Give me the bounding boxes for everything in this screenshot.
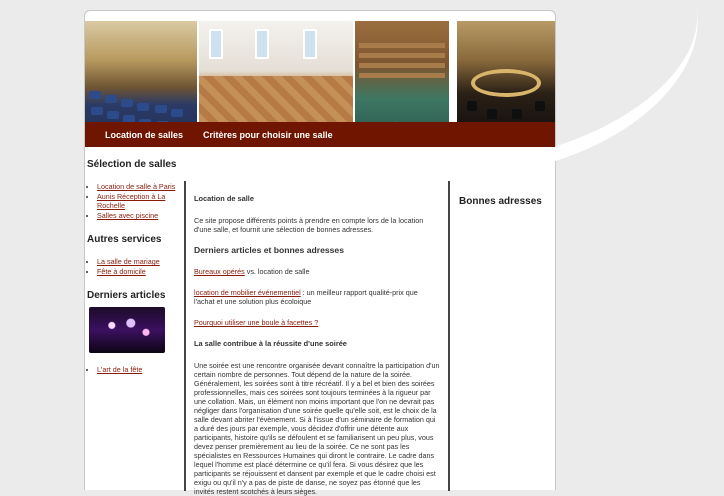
article-entry bbox=[194, 288, 440, 306]
right-sidebar-title: Bonnes adresses bbox=[459, 196, 542, 207]
article-link-boule-facettes[interactable]: Pourquoi utiliser une boule à facettes ? bbox=[194, 318, 319, 327]
right-sidebar bbox=[459, 196, 553, 207]
list-item bbox=[97, 267, 182, 276]
page-container bbox=[84, 10, 556, 496]
nav-link-location-de-salles[interactable]: Location de salles bbox=[105, 129, 184, 140]
sidebar-list-selection bbox=[87, 182, 182, 220]
banner-photo-theater bbox=[355, 21, 449, 132]
sidebar-link-mariage[interactable]: La salle de mariage bbox=[97, 257, 160, 266]
left-sidebar bbox=[87, 159, 182, 388]
sidebar-link-fete-domicile[interactable]: Fête à domicile bbox=[97, 267, 146, 276]
content-intro: Ce site propose différents points à prendre en compte lors de la location d'une salle, et fournit une sélection de bonnes adresses. bbox=[194, 216, 424, 234]
sidebar-list-articles bbox=[87, 365, 182, 374]
sidebar-link-paris[interactable]: Location de salle à Paris bbox=[97, 182, 176, 191]
article-link-mobilier[interactable]: location de mobilier événementiel bbox=[194, 288, 301, 297]
article-link-bureaux-operes[interactable]: Bureaux opérés bbox=[194, 267, 245, 276]
main-navigation bbox=[85, 122, 555, 147]
article-entry bbox=[194, 318, 440, 327]
sidebar-link-piscine[interactable]: Salles avec piscine bbox=[97, 211, 159, 220]
article-thumbnail-image[interactable] bbox=[89, 307, 165, 353]
sidebar-section-title-selection: Sélection de salles bbox=[87, 159, 177, 170]
banner-photo-auditorium bbox=[85, 21, 197, 132]
sidebar-list-services bbox=[87, 257, 182, 276]
sidebar-link-art-de-la-fete[interactable]: L'art de la fête bbox=[97, 365, 143, 374]
content-subheading: La salle contribue à la réussite d'une soirée bbox=[194, 339, 347, 348]
list-item bbox=[97, 192, 182, 210]
list-item bbox=[97, 257, 182, 266]
sidebar-link-la-rochelle[interactable]: Aunis Réception à La Rochelle bbox=[97, 192, 166, 210]
article-link-suffix: : un meilleur rapport qualité-prix que l'achat et une solution plus écoloique bbox=[194, 288, 418, 306]
banner-photo-ballroom bbox=[199, 21, 353, 132]
main-content bbox=[184, 181, 450, 496]
list-item bbox=[97, 211, 182, 220]
list-item bbox=[97, 365, 182, 374]
article-link-suffix: vs. location de salle bbox=[244, 267, 310, 276]
articles-section-title: Derniers articles et bonnes adresses bbox=[194, 245, 344, 255]
content-body: Une soirée est une rencontre organisée devant connaître la participation d'un certain nombre de personnes. Tout dépend de la nature de la soirée. Généralement, les soirées sont à titre récréatif. Il y a bel et bien des soirées professionnelles, mais ces soirées sont toujours terminées à la rigueur par une collation. Mais, un élément non moins important que l'on ne devrait pas négliger dans l'organisation d'une soirée quelle qu'elle soit, est le choix de la salle devant abriter l'évènement. Si à l'issue d'un séminaire de formation qui a duré des jours par exemple, vous décidez d'offrir une détente aux participants, histoire qu'ils se défoulent et se familiarisent un peu plus, vous devez penser premièrement au lieu de la soirée. Ce ne sont pas les spécialistes en Ressources Humaines qui diront le contraire. Le cadre dans lequel l'homme est placé détermine ce qu'il fera. Si vous désirez que les participants se réjouissent et dansent par exemple et que le cadre choisi est exigu ou qu'il n'y a pas de piste de danse, ne soyez pas étonné que les invités restent scotchés à leurs sièges. bbox=[194, 361, 440, 496]
sidebar-section-title-services: Autres services bbox=[87, 234, 162, 245]
banner-photo-conference-room bbox=[457, 21, 555, 132]
nav-link-criteres[interactable]: Critères pour choisir une salle bbox=[203, 129, 333, 140]
sidebar-section-title-articles: Derniers articles bbox=[87, 290, 166, 301]
header-banner bbox=[85, 21, 555, 132]
article-entry bbox=[194, 267, 440, 276]
list-item bbox=[97, 182, 182, 191]
content-heading: Location de salle bbox=[194, 194, 254, 203]
